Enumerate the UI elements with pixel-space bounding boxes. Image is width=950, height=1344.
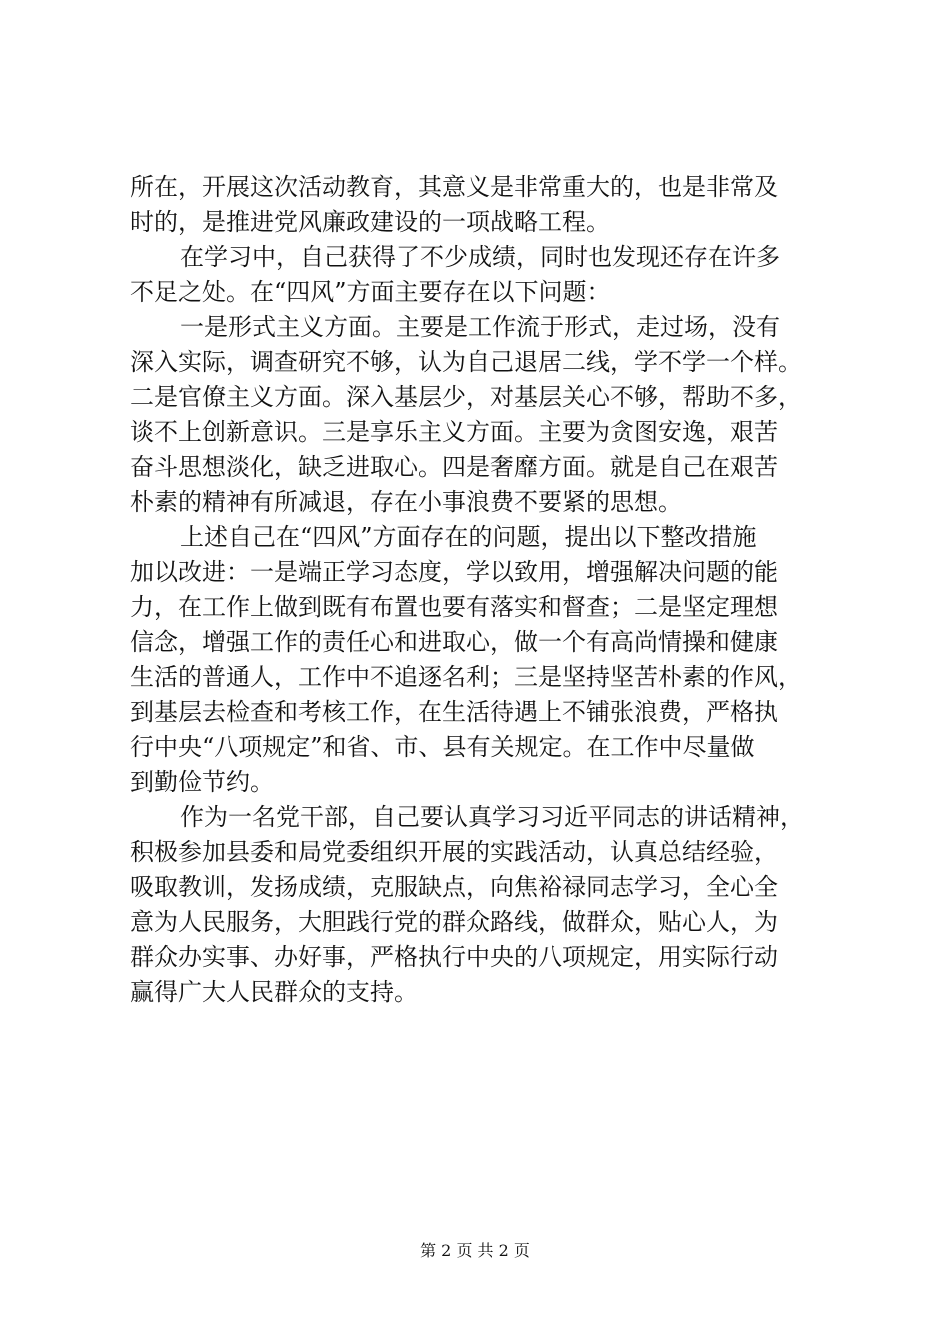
text-line: 积极参加县委和局党委组织开展的实践活动，认真总结经验， bbox=[130, 838, 778, 866]
text-line: 不足之处。在“四风”方面主要存在以下问题： bbox=[130, 278, 611, 306]
text-line: 力，在工作上做到既有布置也要有落实和督查；二是坚定理想 bbox=[130, 593, 778, 621]
text-line: 上述自己在“四风”方面存在的问题，提出以下整改措施 bbox=[180, 523, 757, 551]
page-footer: 第 2 页 共 2 页 bbox=[420, 1241, 530, 1260]
text-line: 所在，开展这次活动教育，其意义是非常重大的，也是非常及 bbox=[130, 173, 778, 201]
document-body bbox=[130, 170, 830, 1010]
text-line: 群众办实事、办好事，严格执行中央的八项规定，用实际行动 bbox=[130, 943, 778, 971]
text-line: 一是形式主义方面。主要是工作流于形式，走过场，没有 bbox=[180, 313, 780, 341]
text-line: 作为一名党干部，自己要认真学习习近平同志的讲话精神， bbox=[180, 803, 804, 831]
text-line: 吸取教训，发扬成绩，克服缺点，向焦裕禄同志学习，全心全 bbox=[130, 873, 778, 901]
text-line: 行中央“八项规定”和省、市、县有关规定。在工作中尽量做 bbox=[130, 733, 755, 761]
text-line: 朴素的精神有所减退，存在小事浪费不要紧的思想。 bbox=[130, 488, 682, 516]
text-line: 深入实际，调查研究不够，认为自己退居二线，学不学一个样。 bbox=[130, 348, 802, 376]
text-line: 信念，增强工作的责任心和进取心，做一个有高尚情操和健康 bbox=[130, 628, 778, 656]
text-line: 到勤俭节约。 bbox=[130, 768, 274, 796]
text-line: 赢得广大人民群众的支持。 bbox=[130, 978, 418, 1006]
text-line: 二是官僚主义方面。深入基层少，对基层关心不够，帮助不多， bbox=[130, 383, 802, 411]
text-line: 到基层去检查和考核工作，在生活待遇上不铺张浪费，严格执 bbox=[130, 698, 778, 726]
text-line: 意为人民服务，大胆践行党的群众路线，做群众，贴心人，为 bbox=[130, 908, 778, 936]
text-line: 时的，是推进党风廉政建设的一项战略工程。 bbox=[130, 208, 610, 236]
text-line: 谈不上创新意识。三是享乐主义方面。主要为贪图安逸，艰苦 bbox=[130, 418, 778, 446]
text-line: 奋斗思想淡化，缺乏进取心。四是奢靡方面。就是自己在艰苦 bbox=[130, 453, 778, 481]
text-line: 在学习中，自己获得了不少成绩，同时也发现还存在许多 bbox=[180, 243, 780, 271]
text-line: 加以改进：一是端正学习态度，学以致用，增强解决问题的能 bbox=[130, 558, 778, 586]
text-line: 生活的普通人，工作中不追逐名利；三是坚持坚苦朴素的作风， bbox=[130, 663, 802, 691]
